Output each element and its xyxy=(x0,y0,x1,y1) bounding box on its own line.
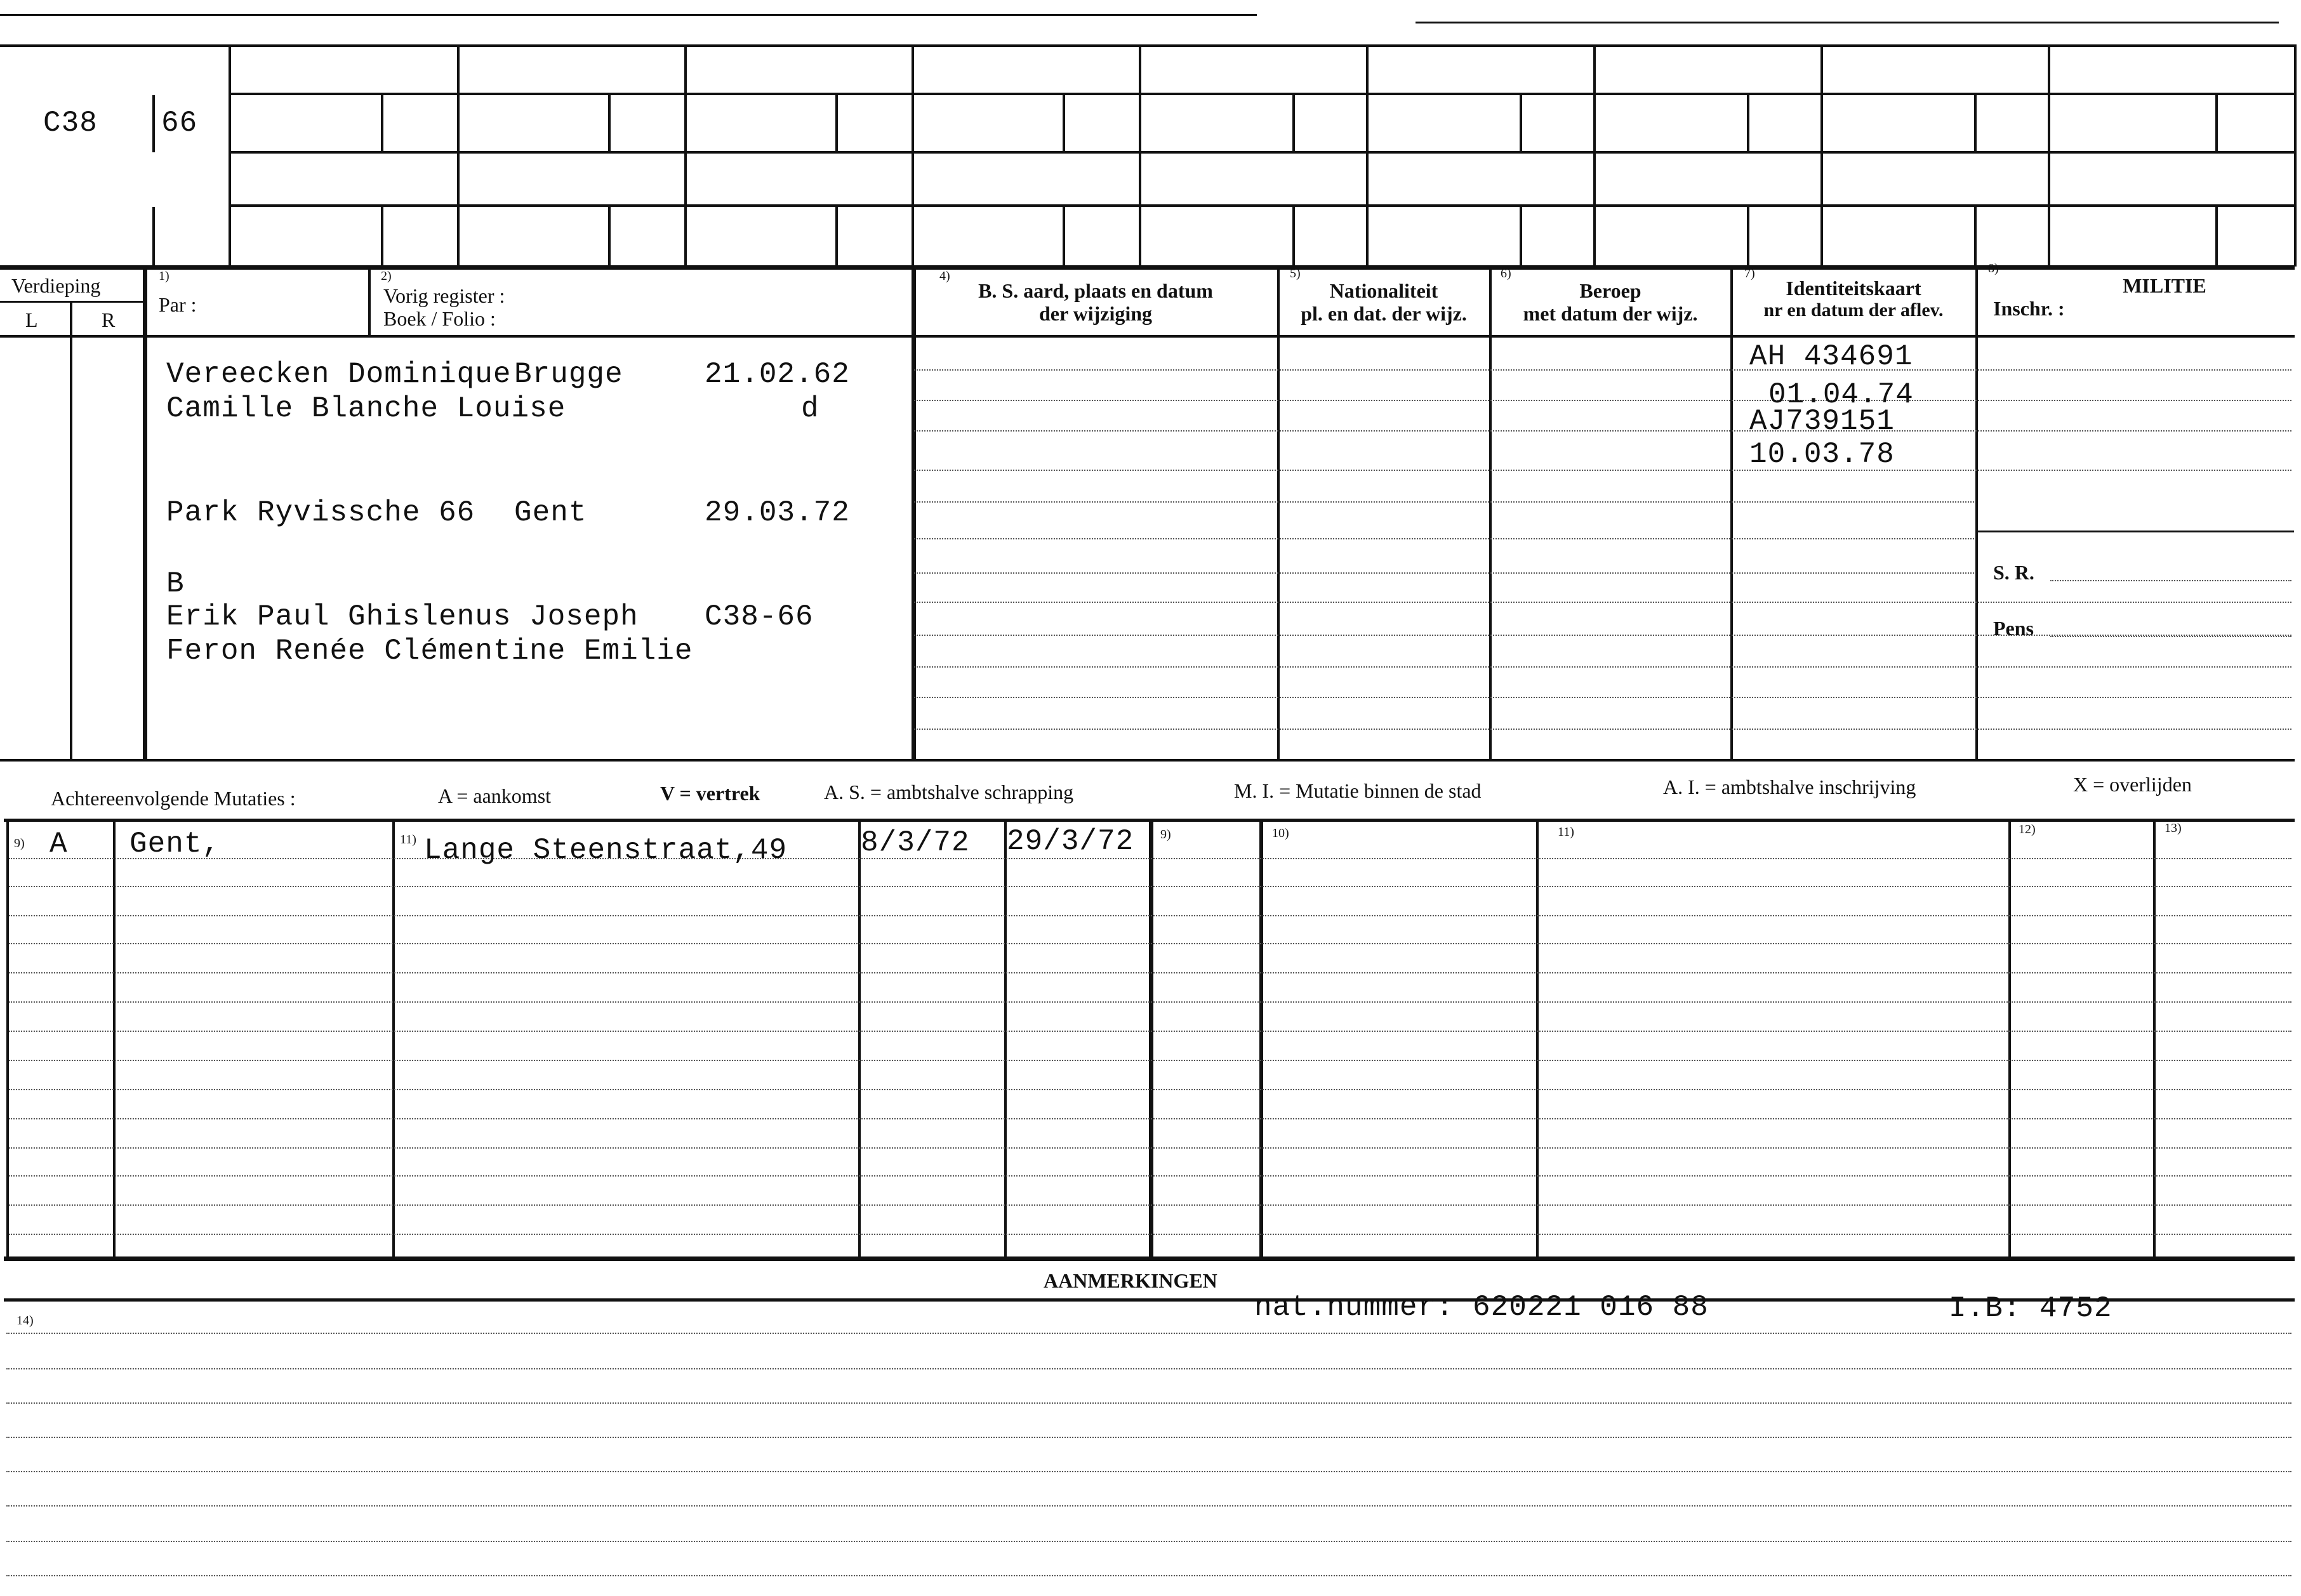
col5-number: 5) xyxy=(1290,267,1301,280)
col6-label-1: Beroep xyxy=(1579,279,1641,302)
national-number-label: nat.nummer: xyxy=(1254,1291,1454,1324)
floor-label: Verdieping xyxy=(11,274,101,297)
person-given-names: Camille Blanche Louise xyxy=(166,392,566,425)
ib-number: I.B: 4752 xyxy=(1949,1292,2112,1325)
person-address: Park Ryvissche 66 xyxy=(166,496,475,529)
top-grid-code: C38 xyxy=(43,107,98,140)
mutation-row1-street: Lange Steenstraat,49 xyxy=(424,834,788,867)
person-mother: Feron Renée Clémentine Emilie xyxy=(166,635,693,668)
mutation-row1-city: Gent, xyxy=(129,828,221,861)
person-address-date: 29.03.72 xyxy=(705,496,850,529)
col7-label-2: nr en datum der aflev. xyxy=(1763,300,1944,320)
mutation-row1-type: A xyxy=(50,828,68,861)
person-birthdate: 21.02.62 xyxy=(705,358,850,391)
legend-death: X = overlijden xyxy=(2073,773,2192,796)
mutations-col11-number: 11) xyxy=(400,833,416,847)
col8-number: 8) xyxy=(1988,261,1999,275)
col7-label-1: Identiteitskaart xyxy=(1786,277,1921,300)
mutations-col9b-number: 9) xyxy=(1160,828,1171,841)
person-father: Erik Paul Ghislenus Joseph xyxy=(166,600,639,633)
top-strip-line-right xyxy=(1416,22,2279,23)
id-card-1-date: 01.04.74 xyxy=(1768,378,1914,411)
top-strip-line xyxy=(0,14,1257,16)
col2-label-1: Vorig register : xyxy=(383,284,505,307)
col6-label-2: met datum der wijz. xyxy=(1523,302,1698,325)
mutation-row1-date1: 8/3/72 xyxy=(861,826,970,859)
mutations-col9-number: 9) xyxy=(14,836,25,850)
mutations-col12-number: 12) xyxy=(2019,822,2036,836)
person-mark: d xyxy=(801,392,819,425)
col6-number: 6) xyxy=(1501,267,1511,280)
col2-number: 2) xyxy=(381,269,392,283)
remarks-title: AANMERKINGEN xyxy=(1044,1269,1217,1292)
militia-inschr-label: Inschr. : xyxy=(1993,297,2065,320)
col1-number: 1) xyxy=(159,269,169,283)
col2-label-2: Boek / Folio : xyxy=(383,307,496,330)
legend-arrival: A = aankomst xyxy=(438,784,552,807)
mutations-col13-number: 13) xyxy=(2165,821,2182,835)
legend-official-removal: A. S. = ambtshalve schrapping xyxy=(824,781,1074,803)
mutations-col10-number: 10) xyxy=(1272,826,1289,840)
top-grid-number: 66 xyxy=(161,107,198,140)
mutation-row1-date2: 29/3/72 xyxy=(1007,825,1134,858)
id-card-2: AJ739151 xyxy=(1749,405,1895,438)
person-birthplace: Brugge xyxy=(514,358,623,391)
id-card-1: AH 434691 xyxy=(1749,340,1913,373)
person-father-ref: C38-66 xyxy=(705,600,814,633)
militia-pens-label: Pens xyxy=(1993,617,2034,640)
floor-r-label: R xyxy=(102,308,116,331)
col5-label-2: pl. en dat. der wijz. xyxy=(1301,302,1467,325)
person-address-city: Gent xyxy=(514,496,587,529)
col4-number: 4) xyxy=(939,269,950,283)
person-name: Vereecken Dominique xyxy=(166,358,512,391)
person-status: B xyxy=(166,567,185,600)
legend-internal-move: M. I. = Mutatie binnen de stad xyxy=(1234,779,1482,802)
legend-departure: V = vertrek xyxy=(660,782,760,805)
militia-label: MILITIE xyxy=(2123,274,2206,297)
col5-label-1: Nationaliteit xyxy=(1329,279,1438,302)
id-card-2-date: 10.03.78 xyxy=(1749,438,1895,471)
remarks-number: 14) xyxy=(17,1314,34,1328)
militia-sr-label: S. R. xyxy=(1993,561,2034,584)
mutations-col11b-number: 11) xyxy=(1558,825,1574,839)
col1-label: Par : xyxy=(159,293,197,316)
legend-official-registration: A. I. = ambtshalve inschrijving xyxy=(1663,775,1916,798)
legend-title: Achtereenvolgende Mutaties : xyxy=(51,787,296,810)
col4-label-2: der wijziging xyxy=(1038,302,1153,325)
floor-l-label: L xyxy=(25,308,38,331)
national-number-value: 620221 016 88 xyxy=(1473,1291,1709,1324)
col4-label-1: B. S. aard, plaats en datum xyxy=(978,279,1213,302)
col7-number: 7) xyxy=(1744,267,1755,280)
